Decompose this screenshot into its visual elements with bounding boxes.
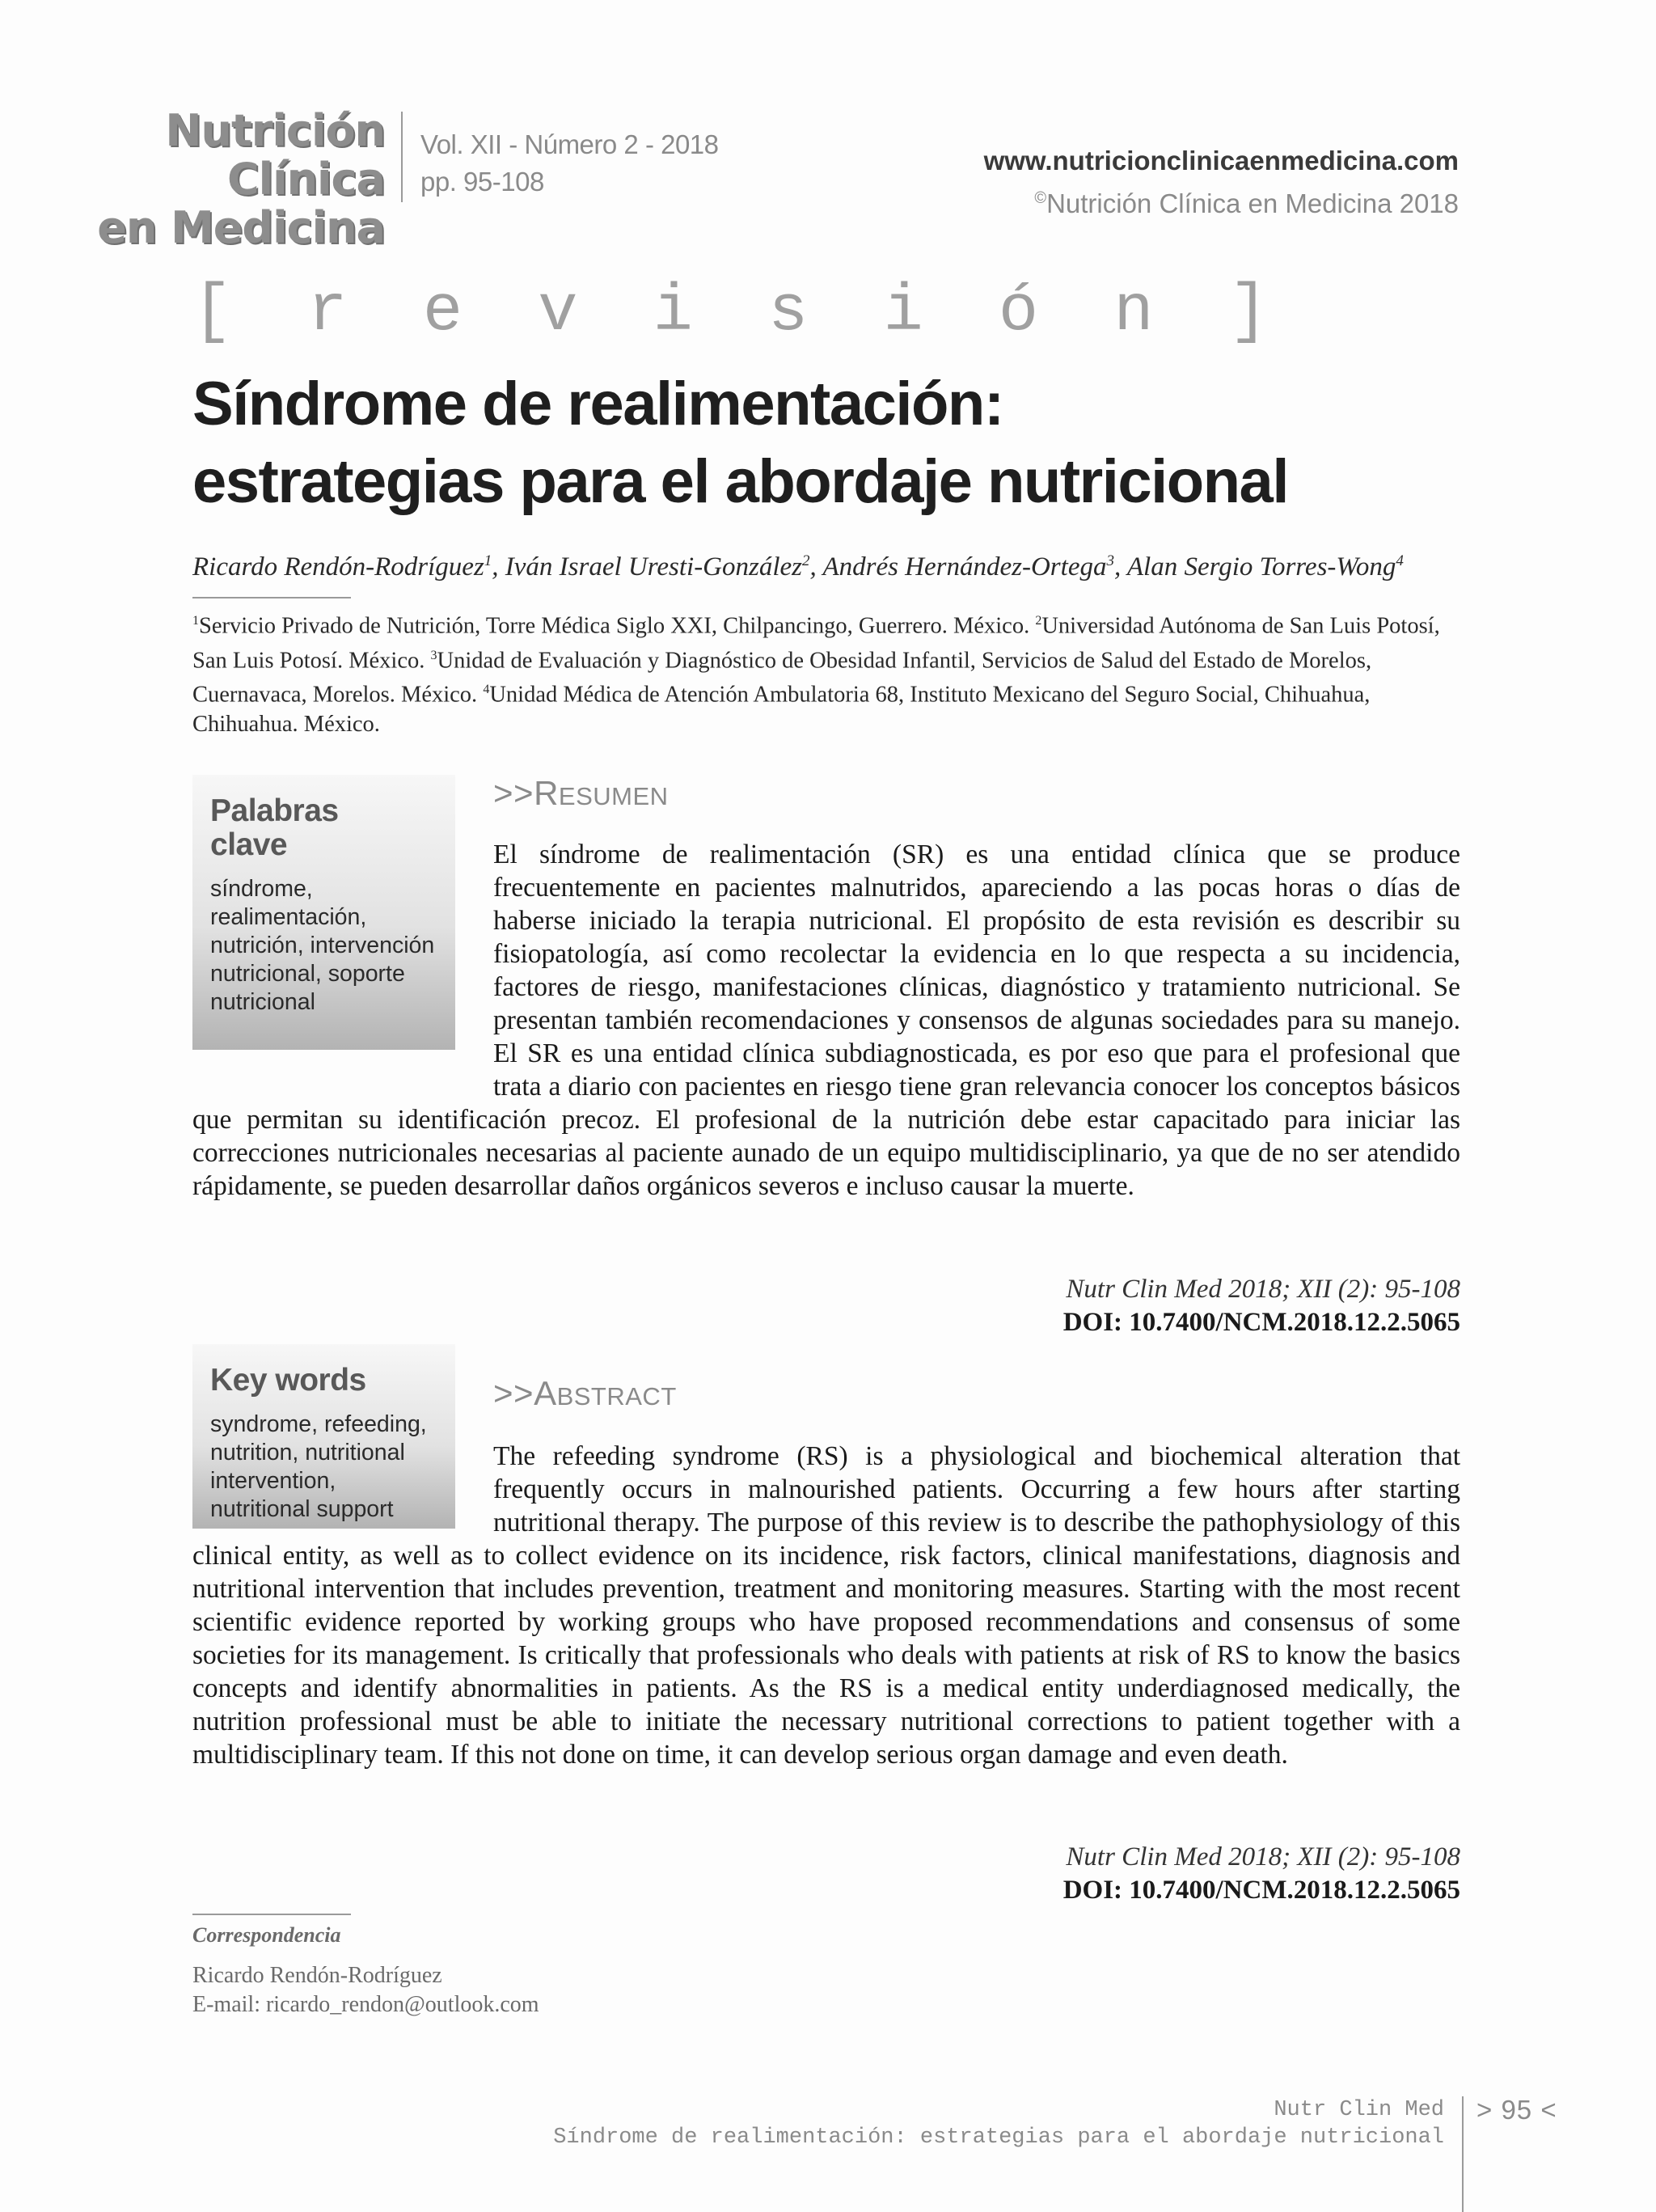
journal-logo-line2: en Medicina [97,202,385,253]
affiliation-mark: 2 [1035,614,1042,628]
author-name: Ricardo Rendón-Rodríguez [192,552,484,582]
copyright-symbol: © [1034,189,1047,207]
author-affiliation-mark: 3 [1106,552,1114,569]
footer-divider [1462,2096,1464,2212]
key-words-title: Key words [210,1363,366,1398]
journal-logo-line1: Nutrición Clínica [165,105,385,205]
heading-prefix: >> [493,1374,534,1412]
affiliation-text: Universidad Autónoma de San Luis Potosí, San Luis Potosí. México. [192,613,1440,673]
palabras-clave-list: síndrome, realimentación, nutrición, intervención nutricional, soporte nutricional [210,876,435,1015]
correspondence-name: Ricardo Rendón-Rodríguez [192,1963,442,1988]
author-name: Andrés Hernández-Ortega [822,552,1107,582]
abstract-text: The refeeding syndrome (RS) is a physiological and biochemical alteration that frequently occurs in malnourished patients. Occurring a few hours after starting nutritional therapy. The purpose of this review is to describe the pathophysiology of this clinical entity, as well as to collect evidence on its incidence, risk factors, clinical manifestations, diagnosis and nutritional intervention that includes prevention, treatment and monitoring measures. Starting with the most recent scientific evidence reported by working groups who have proposed recommendations and consensus of some societies for its management. Is critically that professionals who deals with patients at risk of RS to know the basics concepts and identify abnormalities in patients. As the RS is a medical entity underdiagnosed medically, the nutrition professional must be able to initiate the necessary nutritional corrections to patient together with a multidisciplinary team. If this not done on time, it can develop serious organ damage and even death. [192,1441,1460,1770]
affiliation-mark: 3 [430,648,437,662]
author-affiliation-mark: 4 [1396,552,1404,569]
abstract-doi[interactable]: DOI: 10.7400/NCM.2018.12.2.5065 [1062,1876,1460,1905]
heading-rest: BSTRACT [556,1382,677,1411]
author-separator: , [492,552,505,582]
page-number: > 95 < [1476,2095,1557,2125]
article-title-line1: Síndrome de realimentación: [192,370,1003,438]
heading-initial: R [534,774,559,812]
keyword-box-spacer [192,838,493,1071]
author-separator: , [809,552,823,582]
journal-logo [32,107,385,252]
abstract-heading [493,1373,677,1417]
author-separator: , [1113,552,1127,582]
article-title [192,366,1486,521]
article-title-line2: estrategias para el abordaje nutricional [192,447,1288,516]
abstract-body [192,1440,1460,1771]
issue-info [420,126,719,201]
correspondence-title: Correspondencia [192,1923,341,1947]
author-affiliation-mark: 1 [484,552,492,569]
resumen-doi[interactable]: DOI: 10.7400/NCM.2018.12.2.5065 [1062,1308,1460,1337]
resumen-body [192,838,1460,1203]
affiliation-text: Servicio Privado de Nutrición, Torre Médica Siglo XXI, Chilpancingo, Guerrero. México. [199,613,1036,639]
keyword-box-spacer [192,1440,493,1537]
resumen-citation: Nutr Clin Med 2018; XII (2): 95-108 [1066,1275,1460,1304]
affiliation-text: Unidad Médica de Atención Ambulatoria 68, Instituto Mexicano del Seguro Social, Chihuahua, Chihuahua. México. [192,682,1371,737]
abstract-citation: Nutr Clin Med 2018; XII (2): 95-108 [1066,1842,1460,1872]
copyright-line [984,180,1459,222]
affiliations [192,607,1462,739]
heading-prefix: >> [493,774,534,812]
correspondence-rule [192,1914,351,1915]
heading-rest: ESUMEN [558,782,669,810]
palabras-clave-title-line1: Palabras [210,793,339,828]
affiliation-rule [192,597,351,598]
journal-website [984,142,1459,222]
copyright-text: Nutrición Clínica en Medicina 2018 [1046,188,1459,218]
header-divider [401,112,403,202]
footer-running-title [553,2096,1444,2151]
correspondence-email[interactable]: E-mail: ricardo_rendon@outlook.com [192,1992,539,2017]
volume-number: Vol. XII - Número 2 - 2018 [420,129,719,159]
affiliation-text: Unidad de Evaluación y Diagnóstico de Obesidad Infantil, Servicios de Salud del Estado de Morelos, Cuernavaca, Morelos. México. [192,648,1372,708]
website-link[interactable]: www.nutricionclinicaenmedicina.com [983,146,1459,176]
abstract-citation-block [1063,1841,1460,1907]
page-range: pp. 95-108 [420,167,544,197]
resumen-heading [493,773,669,817]
resumen-text: El síndrome de realimentación (SR) es una entidad clínica que se produce frecuentemente en pacientes malnutridos, apareciendo a las pocas horas o días de haberse iniciado la terapia nutricional. El propósito de esta revisión es describir su fisiopatología, así como recolectar la evidencia en lo que respecta a su incidencia, factores de riesgo, manifestaciones clínicas, diagnóstico y tratamiento nutricional. Se presentan también recomendaciones y consensos de algunas sociedades para su manejo. El SR es una entidad clínica subdiagnosticada, es por eso que para el profesional que trata a diario con pacientes en riesgo tiene gran relevancia conocer los conceptos básicos que permitan su identificación precoz. El profesional de la nutrición debe estar capacitado para iniciar las correcciones nutricionales necesarias al paciente aunado de un equipo multidisciplinario, ya que de no ser atendido rápidamente, se pueden desarrollar daños orgánicos severos e incluso causar la muerte. [192,840,1460,1201]
author-name: Alan Sergio Torres-Wong [1126,552,1396,582]
palabras-clave-title-line2: clave [210,827,288,862]
resumen-citation-block [1063,1273,1460,1339]
affiliation-mark: 1 [192,614,199,628]
footer-journal: Nutr Clin Med [1274,2098,1444,2122]
affiliation-mark: 4 [483,683,490,696]
author-list [192,543,1462,585]
heading-initial: A [534,1374,557,1412]
key-words-list: syndrome, refeeding, nutrition, nutritional intervention, nutritional support [210,1411,427,1522]
author-name: Iván Israel Uresti-González [505,552,803,582]
footer-article-title: Síndrome de realimentación: estrategias para el abordaje nutricional [553,2125,1444,2150]
correspondence-block [192,1961,539,2020]
author-affiliation-mark: 2 [802,552,810,569]
section-tag: [ r e v i s i ó n ] [192,274,1286,349]
